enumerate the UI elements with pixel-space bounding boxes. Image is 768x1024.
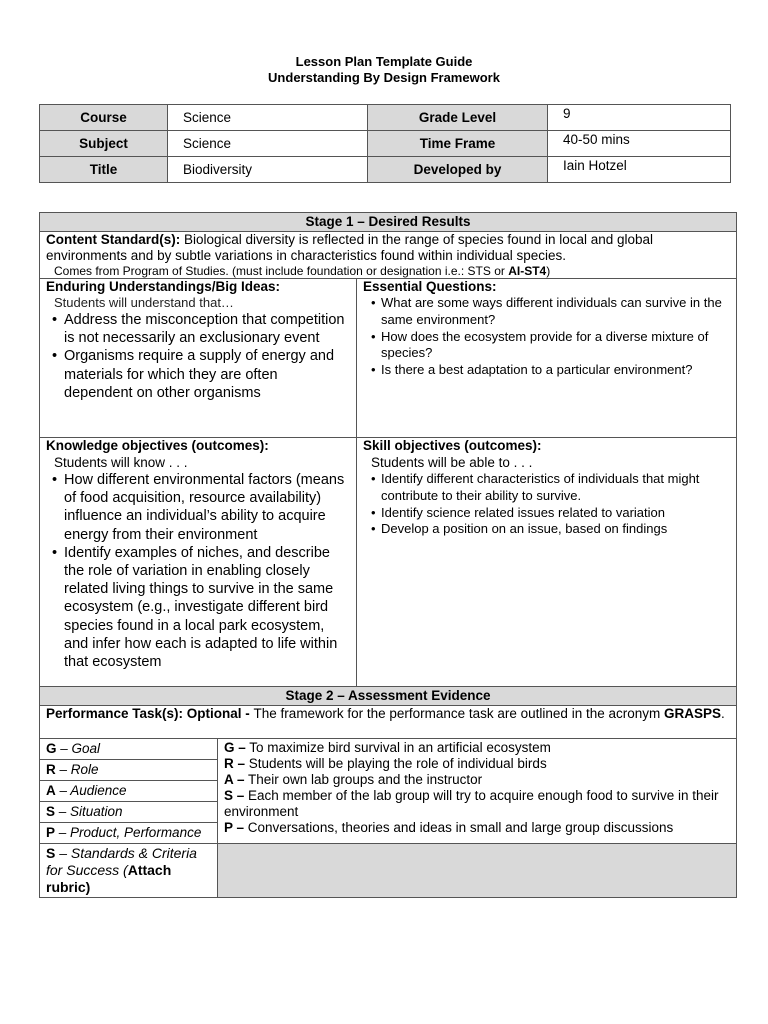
list-item: • Is there a best adaptation to a particular environment? bbox=[367, 362, 730, 379]
course-label: Course bbox=[40, 105, 168, 131]
skill-list bbox=[363, 471, 730, 538]
list-item: • Organisms require a supply of energy and materials for which they are often dependent on other organisms bbox=[46, 347, 350, 402]
grasps-line-role: R – Students will be playing the role of individual birds bbox=[224, 756, 547, 771]
content-standard-label: Content Standard(s): bbox=[46, 232, 181, 247]
grasps-line-situation: S – Each member of the lab group will try to acquire enough food to survive in their environment bbox=[224, 788, 719, 819]
list-item: • What are some ways different individuals can survive in the same environment? bbox=[367, 295, 730, 329]
performance-task-cell bbox=[40, 706, 737, 739]
content-standard-text: Biological diversity is reflected in the range of species found in local and global environments and by subtle variations in characteristics found within individual species. bbox=[46, 232, 654, 263]
title-label: Title bbox=[40, 157, 168, 183]
list-item: • Develop a position on an issue, based on findings bbox=[367, 521, 730, 538]
stage-1-header: Stage 1 – Desired Results bbox=[40, 213, 737, 232]
knowledge-objectives-cell bbox=[40, 438, 357, 687]
enduring-understandings-label: Enduring Understandings/Big Ideas: bbox=[46, 279, 281, 294]
grasps-details bbox=[218, 739, 737, 844]
title-line-1: Lesson Plan Template Guide bbox=[295, 54, 473, 69]
developed-by-label: Developed by bbox=[368, 157, 548, 183]
list-item: • Address the misconception that competition is not necessarily an exclusionary event bbox=[46, 311, 350, 347]
performance-task-end: . bbox=[721, 706, 725, 721]
essential-list bbox=[363, 295, 730, 379]
grasps-label-situation: S – Situation bbox=[40, 802, 218, 823]
content-standard-note bbox=[46, 264, 730, 278]
standards-criteria-label: S – Standards & Criteria for Success (Attach rubric) bbox=[40, 844, 218, 898]
enduring-intro: Students will understand that… bbox=[54, 295, 234, 310]
grasps-label-audience: A – Audience bbox=[40, 781, 218, 802]
ubd-framework-table bbox=[39, 212, 737, 898]
grasps-acronym: GRASPS bbox=[664, 706, 722, 721]
content-standard-cell bbox=[40, 232, 737, 279]
list-item: • Identify science related issues related to variation bbox=[367, 505, 730, 522]
grasps-label-product: P – Product, Performance bbox=[40, 823, 218, 844]
subject-value: Science bbox=[168, 131, 368, 157]
grade-level-label: Grade Level bbox=[368, 105, 548, 131]
performance-task-text: The framework for the performance task are outlined in the acronym bbox=[253, 706, 664, 721]
grasps-label-role: R – Role bbox=[40, 760, 218, 781]
knowledge-intro: Students will know . . . bbox=[54, 455, 188, 470]
title-line-2: Understanding By Design Framework bbox=[268, 70, 500, 85]
note-end: ) bbox=[546, 264, 551, 278]
grasps-line-goal: G – To maximize bird survival in an artificial ecosystem bbox=[224, 740, 551, 755]
grasps-label-goal: G – Goal bbox=[40, 739, 218, 760]
essential-questions-label: Essential Questions: bbox=[363, 279, 497, 294]
performance-task-label: Performance Task(s): Optional - bbox=[46, 706, 254, 721]
essential-questions-cell bbox=[357, 279, 737, 438]
skill-intro: Students will be able to . . . bbox=[371, 455, 533, 470]
grasps-line-product: P – Conversations, theories and ideas in small and large group discussions bbox=[224, 820, 674, 835]
knowledge-objectives-label: Knowledge objectives (outcomes): bbox=[46, 438, 269, 453]
course-value: Science bbox=[168, 105, 368, 131]
stage-2-header: Stage 2 – Assessment Evidence bbox=[40, 687, 737, 706]
list-item: • How does the ecosystem provide for a diverse mixture of species? bbox=[367, 329, 730, 363]
lesson-info-table bbox=[39, 104, 731, 183]
enduring-list bbox=[46, 311, 350, 402]
document-title bbox=[0, 54, 768, 86]
developed-by-value: Iain Hotzel bbox=[548, 157, 731, 183]
enduring-understandings-cell bbox=[40, 279, 357, 438]
time-frame-value: 40-50 mins bbox=[548, 131, 731, 157]
skill-objectives-cell bbox=[357, 438, 737, 687]
list-item: • Identify different characteristics of individuals that might contribute to their ability to survive. bbox=[367, 471, 730, 505]
skill-objectives-label: Skill objectives (outcomes): bbox=[363, 438, 542, 453]
standards-criteria-cell bbox=[218, 844, 737, 898]
list-item: • How different environmental factors (means of food acquisition, resource availability) influence an individual’s ability to acquire energy from their environment bbox=[46, 471, 350, 544]
knowledge-list bbox=[46, 471, 350, 671]
grade-level-value: 9 bbox=[548, 105, 731, 131]
time-frame-label: Time Frame bbox=[368, 131, 548, 157]
note-designation: AI-ST4 bbox=[508, 264, 547, 278]
grasps-line-audience: A – Their own lab groups and the instructor bbox=[224, 772, 483, 787]
list-item: • Identify examples of niches, and describe the role of variation in enabling closely related living things to survive in the same ecosystem (e.g., investigate different bird species found in a local park ecosystem, and infer how each is adapted to life within that ecosystem bbox=[46, 544, 350, 671]
title-value: Biodiversity bbox=[168, 157, 368, 183]
note-text: Comes from Program of Studies. (must include foundation or designation i.e.: STS or bbox=[54, 264, 509, 278]
subject-label: Subject bbox=[40, 131, 168, 157]
